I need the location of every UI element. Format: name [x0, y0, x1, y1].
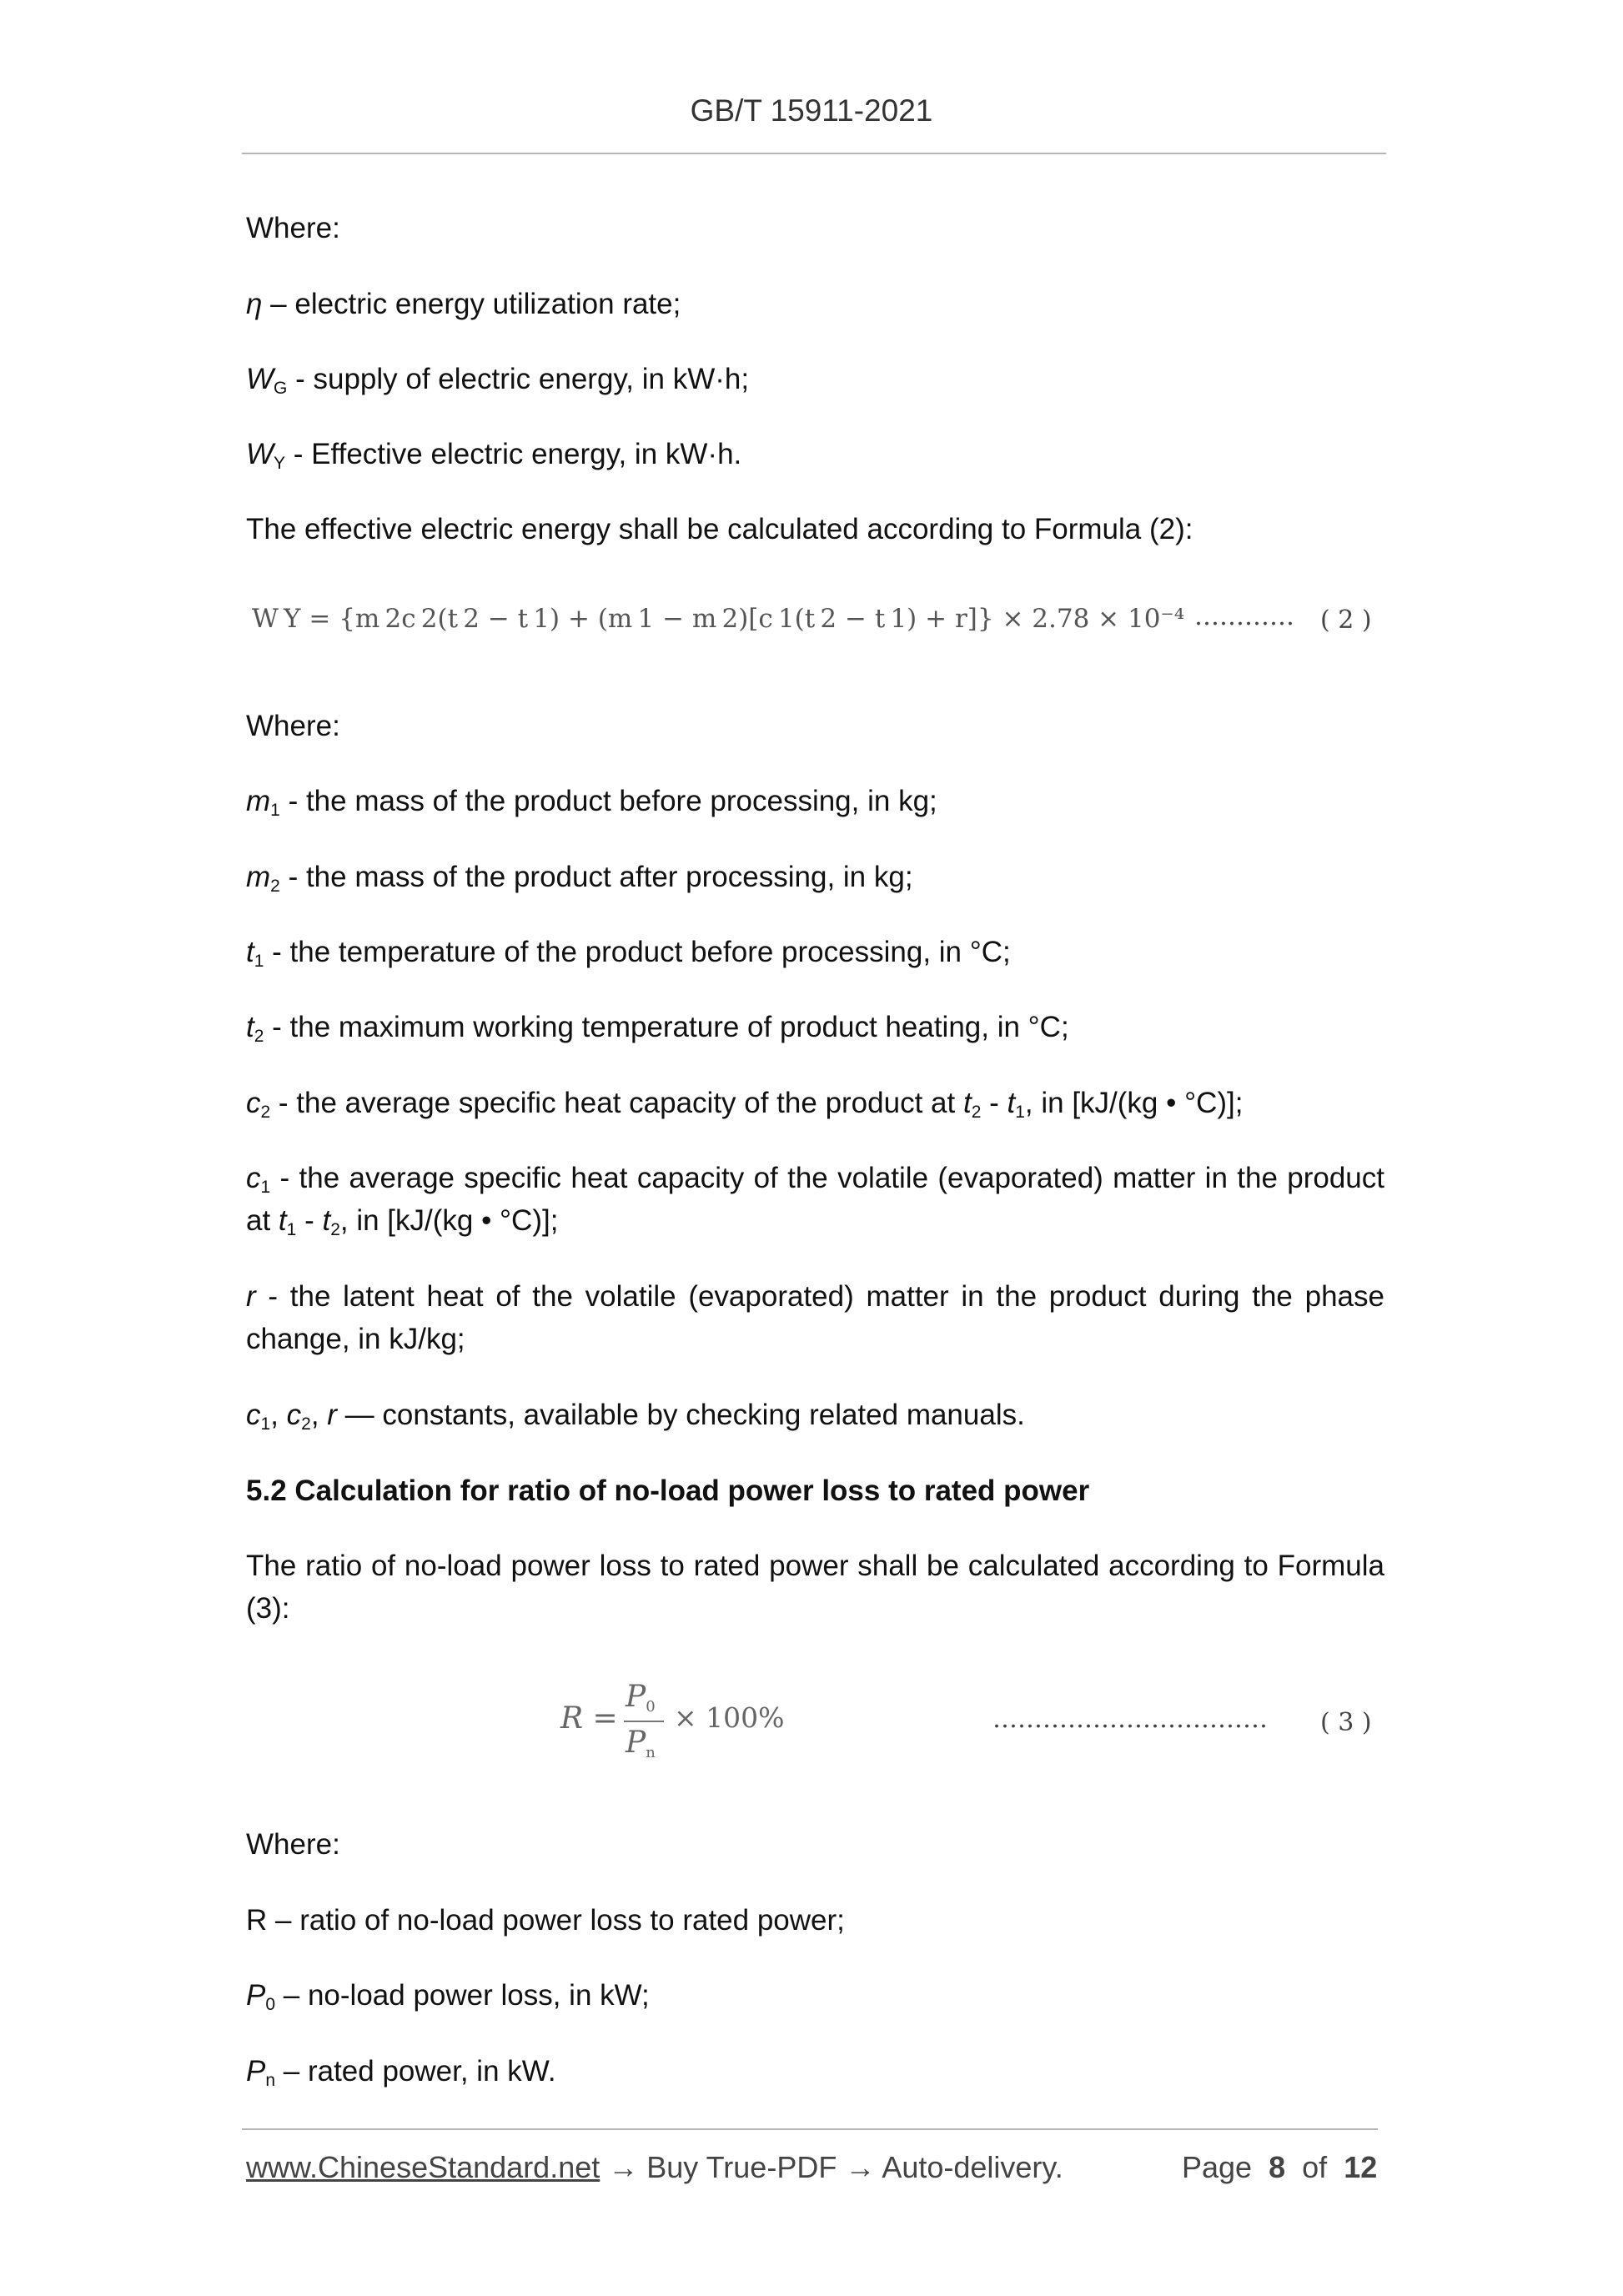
- header-divider: [242, 153, 1386, 154]
- definition-text: - the mass of the product before processing, in kg;: [279, 785, 937, 817]
- subscript: 1: [270, 801, 280, 820]
- subscript: 2: [330, 1220, 340, 1239]
- formula-3-leader-dots: ……………………………: [992, 1705, 1268, 1734]
- symbol: P: [626, 1726, 646, 1760]
- where-label: Where:: [246, 710, 340, 742]
- formula-3-lhs: R =: [560, 1701, 618, 1736]
- symbol: r: [246, 1280, 256, 1313]
- symbol: η: [246, 288, 263, 320]
- constants-note: [246, 1394, 1384, 1436]
- definition-text: – ratio of no-load power loss to rated power;: [267, 1904, 845, 1937]
- definition-text: - the temperature of the product before processing, in °C;: [264, 936, 1011, 968]
- page-current: 8: [1269, 2150, 1286, 2184]
- definition-text: – no-load power loss, in kW;: [275, 1979, 650, 2012]
- range-start-symbol: t: [962, 1087, 972, 1119]
- document-code-header: GB/T 15911-2021: [690, 93, 933, 128]
- subscript: Y: [274, 454, 286, 473]
- footer-divider: [242, 2128, 1378, 2130]
- symbol: P: [246, 1979, 266, 2012]
- subscript: 1: [254, 952, 264, 971]
- symbol: t: [246, 1011, 254, 1043]
- formula-2-leader-dots: …………: [1194, 602, 1294, 631]
- definition-p0: [246, 1974, 1384, 2017]
- definition-R: [246, 1899, 1384, 1942]
- page-of-label: of: [1302, 2150, 1328, 2184]
- symbol: m: [246, 785, 271, 817]
- range-start-symbol: t: [278, 1204, 287, 1237]
- definition-text: - the average specific heat capacity of the volatile (evaporated) matter in the product at: [246, 1162, 1384, 1237]
- formula-3-denominator: [626, 1726, 656, 1760]
- subscript: 2: [301, 1414, 311, 1434]
- formula-3-factor: × 100%: [674, 1701, 785, 1734]
- footer-promo: [246, 2150, 1063, 2185]
- separator: ,: [310, 1399, 328, 1431]
- subscript: G: [274, 379, 288, 398]
- separator: ,: [270, 1399, 287, 1431]
- definition-pn: [246, 2050, 1384, 2093]
- subscript: 2: [260, 1103, 271, 1122]
- subscript: 1: [260, 1414, 271, 1434]
- promo-text: → Buy True-PDF → Auto-delivery.: [600, 2150, 1063, 2184]
- definition-wy: [246, 433, 1384, 475]
- page-total: 12: [1344, 2150, 1378, 2184]
- definition-text: - the mass of the product after processing, in kg;: [279, 861, 913, 893]
- definition-wg: [246, 358, 1384, 400]
- symbol: r: [327, 1399, 337, 1431]
- range-end-symbol: t: [322, 1204, 331, 1237]
- subscript: 2: [254, 1027, 264, 1046]
- definition-tail: , in [kJ/(kg • °C)];: [339, 1204, 559, 1237]
- symbol: c: [286, 1399, 302, 1431]
- definition-m2: [246, 856, 1384, 898]
- formula-3-number: ( 3 ): [1320, 1708, 1372, 1737]
- formula-2-intro: The effective electric energy shall be calculated according to Formula (2):: [246, 513, 1193, 545]
- symbol: P: [626, 1680, 646, 1714]
- subscript: 1: [286, 1220, 297, 1239]
- symbol: c: [246, 1162, 261, 1194]
- definition-t2: [246, 1006, 1384, 1048]
- definition-text: - the average specific heat capacity of the product at: [270, 1087, 963, 1119]
- subscript: n: [265, 2071, 276, 2090]
- where-label: Where:: [246, 1828, 340, 1861]
- definition-c1: [246, 1157, 1384, 1242]
- symbol: W: [246, 363, 274, 395]
- symbol: W: [246, 438, 274, 470]
- where-label: Where:: [246, 212, 340, 244]
- symbol: P: [246, 2055, 266, 2088]
- definition-m1: [246, 780, 1384, 822]
- subscript: 2: [971, 1103, 982, 1122]
- symbol: R: [246, 1904, 268, 1937]
- definition-text: - the maximum working temperature of product heating, in °C;: [264, 1011, 1069, 1043]
- formula-3-intro: The ratio of no-load power loss to rated power shall be calculated according to Formula (3):: [246, 1550, 1384, 1625]
- definition-c2: [246, 1082, 1384, 1124]
- page-indicator: [1182, 2150, 1377, 2185]
- definition-eta: [246, 283, 1384, 325]
- symbol: c: [246, 1087, 261, 1119]
- formula-2-number: ( 2 ): [1320, 605, 1372, 635]
- symbol: t: [246, 936, 254, 968]
- formula-2-expression: W Y = {m 2c 2(t 2 − t 1) + (m 1 − m 2)[c 1(t 2 − t 1) + r]} × 2.78 × 10⁻⁴: [252, 604, 1185, 634]
- definition-text: - Effective electric energy, in kW·h.: [285, 438, 742, 470]
- formula-3-numerator: [626, 1680, 656, 1714]
- subscript: 0: [646, 1698, 656, 1716]
- subscript: 1: [1015, 1103, 1025, 1122]
- definition-tail: , in [kJ/(kg • °C)];: [1024, 1087, 1244, 1119]
- formula-3-fraction-bar: [624, 1721, 664, 1722]
- subscript: 1: [260, 1178, 271, 1197]
- subscript: 2: [270, 877, 280, 896]
- definition-t1: [246, 931, 1384, 973]
- definition-r: [246, 1275, 1384, 1360]
- section-heading-5-2: 5.2 Calculation for ratio of no-load power loss to rated power: [246, 1475, 1090, 1507]
- symbol: m: [246, 861, 271, 893]
- subscript: n: [646, 1744, 656, 1761]
- website-link[interactable]: www.ChineseStandard.net: [246, 2150, 600, 2184]
- definition-text: - the latent heat of the volatile (evaporated) matter in the product during the phase change, in kJ/kg;: [246, 1280, 1384, 1355]
- constants-text: — constants, available by checking related manuals.: [336, 1399, 1025, 1431]
- page-label: Page: [1182, 2150, 1253, 2184]
- range-end-symbol: t: [1007, 1087, 1016, 1119]
- definition-text: – rated power, in kW.: [275, 2055, 556, 2088]
- symbol: c: [246, 1399, 261, 1431]
- range-separator: -: [296, 1204, 323, 1237]
- subscript: 0: [265, 1995, 276, 2014]
- range-separator: -: [981, 1087, 1007, 1119]
- definition-text: – electric energy utilization rate;: [262, 288, 681, 320]
- definition-text: - supply of electric energy, in kW·h;: [287, 363, 750, 395]
